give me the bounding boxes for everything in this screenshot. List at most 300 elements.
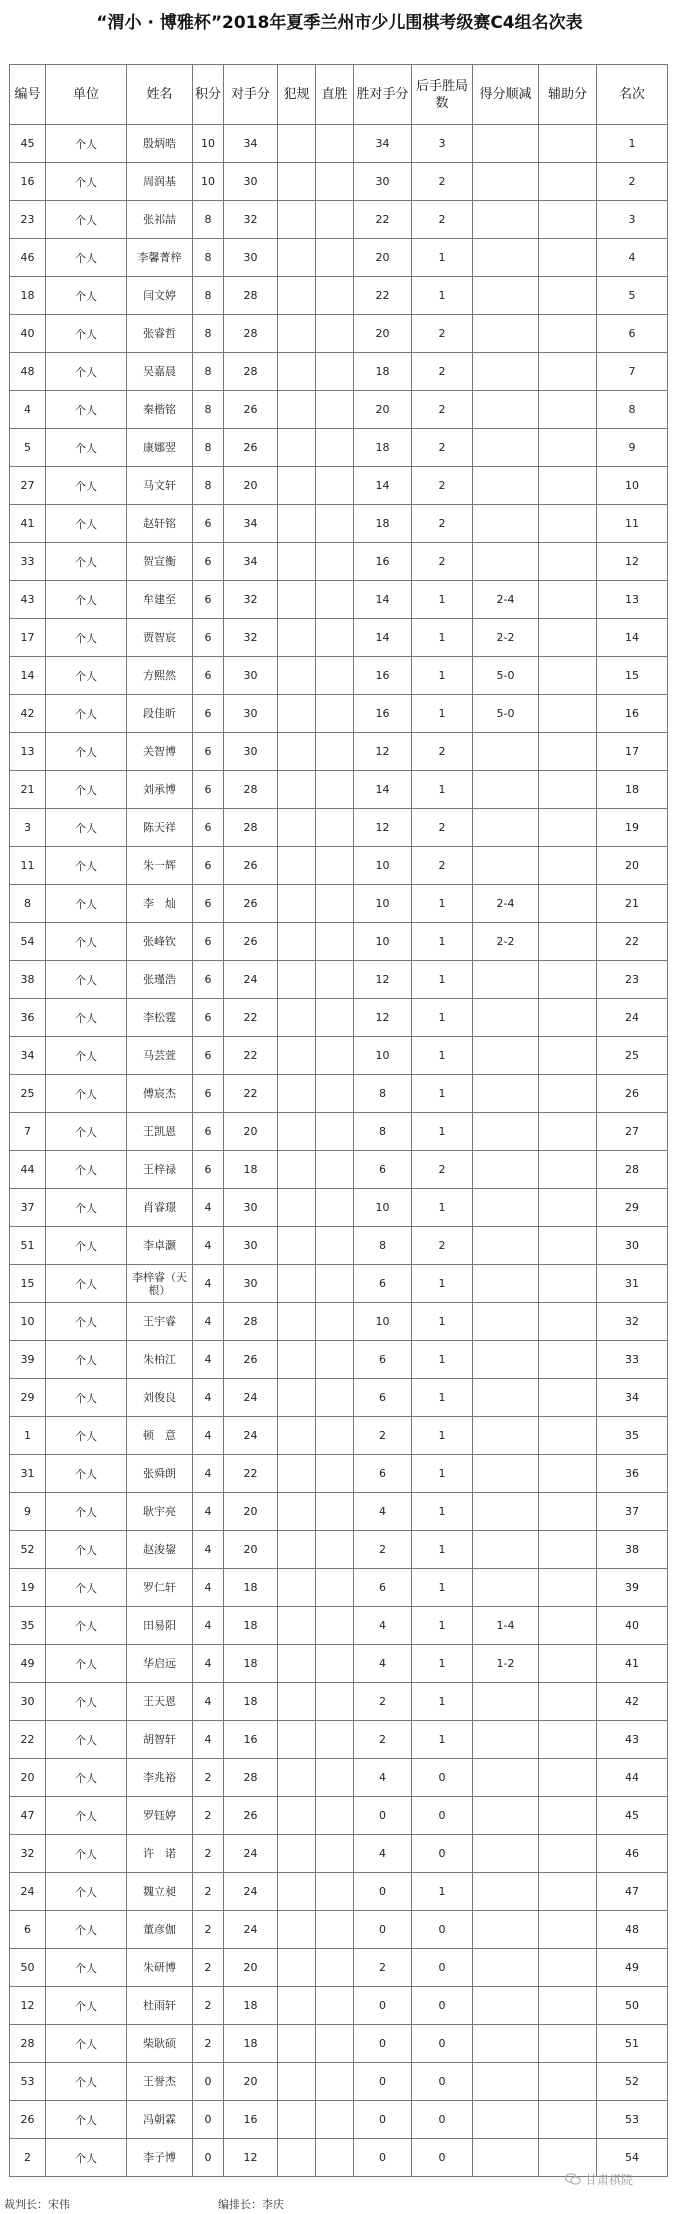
foul-cell <box>278 505 316 543</box>
opponent-score-cell: 30 <box>224 657 278 695</box>
entry-number-cell: 36 <box>10 999 46 1037</box>
table-row <box>10 657 668 695</box>
opponent-score-cell: 30 <box>224 733 278 771</box>
entry-number-cell: 48 <box>10 353 46 391</box>
points-cell: 6 <box>193 733 224 771</box>
player-name-cell: 李梓睿（天根） <box>127 1265 193 1303</box>
defeated-opponent-score-cell: 6 <box>354 1379 412 1417</box>
points-cell: 6 <box>193 619 224 657</box>
second-hand-wins-cell: 2 <box>412 353 473 391</box>
foul-cell <box>278 2139 316 2177</box>
table-row <box>10 1759 668 1797</box>
direct-win-cell <box>316 391 354 429</box>
foul-cell <box>278 1379 316 1417</box>
score-reduction-cell <box>473 1265 539 1303</box>
opponent-score-cell: 26 <box>224 429 278 467</box>
score-reduction-cell <box>473 771 539 809</box>
entry-number-cell: 46 <box>10 239 46 277</box>
foul-cell <box>278 1987 316 2025</box>
unit-cell: 个人 <box>46 353 127 391</box>
points-cell: 2 <box>193 1987 224 2025</box>
unit-cell: 个人 <box>46 923 127 961</box>
player-name-cell: 王凯恩 <box>127 1113 193 1151</box>
direct-win-cell <box>316 809 354 847</box>
defeated-opponent-score-cell: 0 <box>354 2139 412 2177</box>
opponent-score-cell: 12 <box>224 2139 278 2177</box>
rank-cell: 1 <box>597 125 668 163</box>
unit-cell: 个人 <box>46 1607 127 1645</box>
points-cell: 8 <box>193 315 224 353</box>
direct-win-cell <box>316 1493 354 1531</box>
player-name-cell: 柴耿硕 <box>127 2025 193 2063</box>
player-name-cell: 刘俊良 <box>127 1379 193 1417</box>
entry-number-cell: 26 <box>10 2101 46 2139</box>
unit-cell: 个人 <box>46 733 127 771</box>
table-row <box>10 1227 668 1265</box>
table-row <box>10 1037 668 1075</box>
defeated-opponent-score-cell: 8 <box>354 1075 412 1113</box>
score-reduction-cell <box>473 1417 539 1455</box>
opponent-score-cell: 30 <box>224 1227 278 1265</box>
defeated-opponent-score-cell: 6 <box>354 1341 412 1379</box>
second-hand-wins-cell: 1 <box>412 1113 473 1151</box>
score-reduction-cell <box>473 1455 539 1493</box>
direct-win-cell <box>316 125 354 163</box>
table-row <box>10 201 668 239</box>
entry-number-cell: 51 <box>10 1227 46 1265</box>
defeated-opponent-score-cell: 4 <box>354 1645 412 1683</box>
foul-cell <box>278 467 316 505</box>
entry-number-cell: 22 <box>10 1721 46 1759</box>
unit-cell: 个人 <box>46 809 127 847</box>
foul-cell <box>278 201 316 239</box>
opponent-score-cell: 20 <box>224 1949 278 1987</box>
table-row <box>10 1911 668 1949</box>
auxiliary-score-cell <box>539 657 597 695</box>
table-row <box>10 999 668 1037</box>
second-hand-wins-cell: 0 <box>412 2101 473 2139</box>
direct-win-cell <box>316 505 354 543</box>
rank-cell: 3 <box>597 201 668 239</box>
rank-cell: 18 <box>597 771 668 809</box>
player-name-cell: 王天恩 <box>127 1683 193 1721</box>
opponent-score-cell: 30 <box>224 239 278 277</box>
foul-cell <box>278 2063 316 2101</box>
player-name-cell: 关智博 <box>127 733 193 771</box>
unit-cell: 个人 <box>46 1569 127 1607</box>
player-name-cell: 陈天祥 <box>127 809 193 847</box>
defeated-opponent-score-cell: 2 <box>354 1721 412 1759</box>
player-name-cell: 吴嘉晨 <box>127 353 193 391</box>
opponent-score-cell: 24 <box>224 1911 278 1949</box>
auxiliary-score-cell <box>539 771 597 809</box>
defeated-opponent-score-cell: 0 <box>354 1873 412 1911</box>
second-hand-wins-cell: 3 <box>412 125 473 163</box>
defeated-opponent-score-cell: 2 <box>354 1417 412 1455</box>
auxiliary-score-cell <box>539 467 597 505</box>
score-reduction-cell <box>473 1759 539 1797</box>
auxiliary-score-cell <box>539 1721 597 1759</box>
defeated-opponent-score-cell: 6 <box>354 1455 412 1493</box>
entry-number-cell: 4 <box>10 391 46 429</box>
score-reduction-cell: 2-2 <box>473 923 539 961</box>
score-reduction-cell <box>473 1303 539 1341</box>
table-row <box>10 733 668 771</box>
auxiliary-score-cell <box>539 581 597 619</box>
defeated-opponent-score-cell: 12 <box>354 733 412 771</box>
entry-number-cell: 6 <box>10 1911 46 1949</box>
opponent-score-cell: 18 <box>224 1607 278 1645</box>
table-row <box>10 619 668 657</box>
unit-cell: 个人 <box>46 999 127 1037</box>
foul-cell <box>278 1645 316 1683</box>
defeated-opponent-score-cell: 10 <box>354 1189 412 1227</box>
defeated-opponent-score-cell: 10 <box>354 885 412 923</box>
table-row <box>10 1607 668 1645</box>
foul-cell <box>278 1683 316 1721</box>
opponent-score-cell: 34 <box>224 505 278 543</box>
second-hand-wins-cell: 0 <box>412 2139 473 2177</box>
column-header: 单位 <box>46 65 127 125</box>
table-row <box>10 771 668 809</box>
opponent-score-cell: 24 <box>224 1379 278 1417</box>
opponent-score-cell: 16 <box>224 2101 278 2139</box>
foul-cell <box>278 1265 316 1303</box>
score-reduction-cell <box>473 315 539 353</box>
footer <box>0 2186 679 2214</box>
table-row <box>10 1721 668 1759</box>
score-reduction-cell <box>473 2063 539 2101</box>
direct-win-cell <box>316 961 354 999</box>
points-cell: 6 <box>193 885 224 923</box>
points-cell: 6 <box>193 505 224 543</box>
unit-cell: 个人 <box>46 1265 127 1303</box>
auxiliary-score-cell <box>539 885 597 923</box>
player-name-cell: 朱一辉 <box>127 847 193 885</box>
table-row <box>10 1455 668 1493</box>
score-reduction-cell: 1-2 <box>473 1645 539 1683</box>
points-cell: 0 <box>193 2101 224 2139</box>
second-hand-wins-cell: 1 <box>412 1683 473 1721</box>
entry-number-cell: 16 <box>10 163 46 201</box>
auxiliary-score-cell <box>539 1531 597 1569</box>
player-name-cell: 牟建至 <box>127 581 193 619</box>
rank-cell: 43 <box>597 1721 668 1759</box>
direct-win-cell <box>316 1835 354 1873</box>
auxiliary-score-cell <box>539 391 597 429</box>
foul-cell <box>278 961 316 999</box>
opponent-score-cell: 28 <box>224 277 278 315</box>
second-hand-wins-cell: 2 <box>412 809 473 847</box>
auxiliary-score-cell <box>539 1569 597 1607</box>
defeated-opponent-score-cell: 2 <box>354 1683 412 1721</box>
direct-win-cell <box>316 1379 354 1417</box>
table-row <box>10 239 668 277</box>
entry-number-cell: 11 <box>10 847 46 885</box>
foul-cell <box>278 999 316 1037</box>
column-header: 对手分 <box>224 65 278 125</box>
score-reduction-cell <box>473 1227 539 1265</box>
foul-cell <box>278 1189 316 1227</box>
second-hand-wins-cell: 1 <box>412 1455 473 1493</box>
table-row <box>10 1835 668 1873</box>
unit-cell: 个人 <box>46 771 127 809</box>
opponent-score-cell: 32 <box>224 581 278 619</box>
score-reduction-cell <box>473 1987 539 2025</box>
defeated-opponent-score-cell: 10 <box>354 923 412 961</box>
direct-win-cell <box>316 1189 354 1227</box>
second-hand-wins-cell: 1 <box>412 771 473 809</box>
table-row <box>10 125 668 163</box>
unit-cell: 个人 <box>46 885 127 923</box>
points-cell: 4 <box>193 1493 224 1531</box>
rank-cell: 48 <box>597 1911 668 1949</box>
player-name-cell: 李卓灏 <box>127 1227 193 1265</box>
score-reduction-cell <box>473 1379 539 1417</box>
second-hand-wins-cell: 0 <box>412 2063 473 2101</box>
opponent-score-cell: 20 <box>224 1493 278 1531</box>
opponent-score-cell: 24 <box>224 961 278 999</box>
entry-number-cell: 47 <box>10 1797 46 1835</box>
defeated-opponent-score-cell: 20 <box>354 315 412 353</box>
auxiliary-score-cell <box>539 847 597 885</box>
player-name-cell: 杜雨轩 <box>127 1987 193 2025</box>
rank-cell: 2 <box>597 163 668 201</box>
second-hand-wins-cell: 2 <box>412 1151 473 1189</box>
second-hand-wins-cell: 1 <box>412 1303 473 1341</box>
player-name-cell: 李 灿 <box>127 885 193 923</box>
rank-cell: 42 <box>597 1683 668 1721</box>
points-cell: 2 <box>193 2025 224 2063</box>
direct-win-cell <box>316 1113 354 1151</box>
points-cell: 4 <box>193 1341 224 1379</box>
score-reduction-cell: 2-2 <box>473 619 539 657</box>
player-name-cell: 朱柏江 <box>127 1341 193 1379</box>
unit-cell: 个人 <box>46 163 127 201</box>
entry-number-cell: 52 <box>10 1531 46 1569</box>
score-reduction-cell: 5-0 <box>473 695 539 733</box>
defeated-opponent-score-cell: 8 <box>354 1227 412 1265</box>
defeated-opponent-score-cell: 14 <box>354 771 412 809</box>
table-row <box>10 2025 668 2063</box>
rank-cell: 37 <box>597 1493 668 1531</box>
foul-cell <box>278 923 316 961</box>
auxiliary-score-cell <box>539 1645 597 1683</box>
auxiliary-score-cell <box>539 1493 597 1531</box>
points-cell: 10 <box>193 163 224 201</box>
score-reduction-cell <box>473 277 539 315</box>
points-cell: 2 <box>193 1759 224 1797</box>
direct-win-cell <box>316 2063 354 2101</box>
table-row <box>10 163 668 201</box>
second-hand-wins-cell: 2 <box>412 505 473 543</box>
second-hand-wins-cell: 2 <box>412 201 473 239</box>
entry-number-cell: 39 <box>10 1341 46 1379</box>
foul-cell <box>278 277 316 315</box>
entry-number-cell: 27 <box>10 467 46 505</box>
unit-cell: 个人 <box>46 1189 127 1227</box>
direct-win-cell <box>316 315 354 353</box>
rank-cell: 14 <box>597 619 668 657</box>
opponent-score-cell: 24 <box>224 1417 278 1455</box>
points-cell: 6 <box>193 543 224 581</box>
entry-number-cell: 5 <box>10 429 46 467</box>
rank-cell: 45 <box>597 1797 668 1835</box>
direct-win-cell <box>316 885 354 923</box>
points-cell: 0 <box>193 2063 224 2101</box>
score-reduction-cell <box>473 1075 539 1113</box>
table-row <box>10 1341 668 1379</box>
player-name-cell: 赵浚鋆 <box>127 1531 193 1569</box>
auxiliary-score-cell <box>539 999 597 1037</box>
auxiliary-score-cell <box>539 1797 597 1835</box>
rank-cell: 26 <box>597 1075 668 1113</box>
rank-cell: 13 <box>597 581 668 619</box>
second-hand-wins-cell: 2 <box>412 315 473 353</box>
auxiliary-score-cell <box>539 1911 597 1949</box>
table-row <box>10 1417 668 1455</box>
unit-cell: 个人 <box>46 467 127 505</box>
unit-cell: 个人 <box>46 1113 127 1151</box>
foul-cell <box>278 1797 316 1835</box>
unit-cell: 个人 <box>46 1493 127 1531</box>
defeated-opponent-score-cell: 6 <box>354 1151 412 1189</box>
defeated-opponent-score-cell: 12 <box>354 809 412 847</box>
foul-cell <box>278 1949 316 1987</box>
player-name-cell: 罗钰婷 <box>127 1797 193 1835</box>
rank-cell: 35 <box>597 1417 668 1455</box>
foul-cell <box>278 1531 316 1569</box>
score-reduction-cell <box>473 809 539 847</box>
score-reduction-cell <box>473 1949 539 1987</box>
direct-win-cell <box>316 277 354 315</box>
second-hand-wins-cell: 2 <box>412 391 473 429</box>
foul-cell <box>278 1227 316 1265</box>
direct-win-cell <box>316 1607 354 1645</box>
rank-cell: 16 <box>597 695 668 733</box>
auxiliary-score-cell <box>539 1037 597 1075</box>
unit-cell: 个人 <box>46 239 127 277</box>
direct-win-cell <box>316 1683 354 1721</box>
foul-cell <box>278 1607 316 1645</box>
rank-cell: 19 <box>597 809 668 847</box>
unit-cell: 个人 <box>46 1455 127 1493</box>
second-hand-wins-cell: 1 <box>412 923 473 961</box>
direct-win-cell <box>316 733 354 771</box>
auxiliary-score-cell <box>539 239 597 277</box>
points-cell: 8 <box>193 429 224 467</box>
points-cell: 4 <box>193 1379 224 1417</box>
direct-win-cell <box>316 1265 354 1303</box>
foul-cell <box>278 2101 316 2139</box>
score-reduction-cell <box>473 467 539 505</box>
foul-cell <box>278 1493 316 1531</box>
column-header: 直胜 <box>316 65 354 125</box>
entry-number-cell: 35 <box>10 1607 46 1645</box>
direct-win-cell <box>316 771 354 809</box>
player-name-cell: 朱研博 <box>127 1949 193 1987</box>
entry-number-cell: 29 <box>10 1379 46 1417</box>
auxiliary-score-cell <box>539 1683 597 1721</box>
points-cell: 4 <box>193 1455 224 1493</box>
opponent-score-cell: 20 <box>224 1113 278 1151</box>
score-reduction-cell <box>473 391 539 429</box>
opponent-score-cell: 16 <box>224 1721 278 1759</box>
entry-number-cell: 25 <box>10 1075 46 1113</box>
points-cell: 6 <box>193 923 224 961</box>
opponent-score-cell: 30 <box>224 1189 278 1227</box>
rank-cell: 30 <box>597 1227 668 1265</box>
score-reduction-cell: 2-4 <box>473 885 539 923</box>
opponent-score-cell: 18 <box>224 1645 278 1683</box>
foul-cell <box>278 1417 316 1455</box>
direct-win-cell <box>316 1037 354 1075</box>
rank-cell: 31 <box>597 1265 668 1303</box>
defeated-opponent-score-cell: 0 <box>354 1797 412 1835</box>
opponent-score-cell: 26 <box>224 1797 278 1835</box>
player-name-cell: 傅宸杰 <box>127 1075 193 1113</box>
player-name-cell: 耿宇亮 <box>127 1493 193 1531</box>
auxiliary-score-cell <box>539 619 597 657</box>
direct-win-cell <box>316 999 354 1037</box>
points-cell: 8 <box>193 201 224 239</box>
defeated-opponent-score-cell: 0 <box>354 1987 412 2025</box>
table-header-row <box>10 65 668 125</box>
rank-cell: 33 <box>597 1341 668 1379</box>
rank-cell: 41 <box>597 1645 668 1683</box>
points-cell: 4 <box>193 1683 224 1721</box>
entry-number-cell: 15 <box>10 1265 46 1303</box>
defeated-opponent-score-cell: 4 <box>354 1607 412 1645</box>
rank-cell: 38 <box>597 1531 668 1569</box>
second-hand-wins-cell: 1 <box>412 1493 473 1531</box>
table-row <box>10 923 668 961</box>
rank-cell: 52 <box>597 2063 668 2101</box>
rank-cell: 34 <box>597 1379 668 1417</box>
direct-win-cell <box>316 1075 354 1113</box>
player-name-cell: 张峰钦 <box>127 923 193 961</box>
points-cell: 6 <box>193 657 224 695</box>
score-reduction-cell <box>473 1493 539 1531</box>
second-hand-wins-cell: 0 <box>412 1835 473 1873</box>
points-cell: 4 <box>193 1531 224 1569</box>
entry-number-cell: 12 <box>10 1987 46 2025</box>
table-row <box>10 505 668 543</box>
foul-cell <box>278 391 316 429</box>
player-name-cell: 方熙然 <box>127 657 193 695</box>
points-cell: 6 <box>193 1075 224 1113</box>
table-row <box>10 961 668 999</box>
points-cell: 6 <box>193 809 224 847</box>
rank-cell: 24 <box>597 999 668 1037</box>
table-row <box>10 1493 668 1531</box>
defeated-opponent-score-cell: 4 <box>354 1493 412 1531</box>
defeated-opponent-score-cell: 18 <box>354 353 412 391</box>
points-cell: 4 <box>193 1569 224 1607</box>
opponent-score-cell: 34 <box>224 543 278 581</box>
entry-number-cell: 37 <box>10 1189 46 1227</box>
unit-cell: 个人 <box>46 2063 127 2101</box>
direct-win-cell <box>316 1911 354 1949</box>
foul-cell <box>278 1835 316 1873</box>
direct-win-cell <box>316 1987 354 2025</box>
foul-cell <box>278 163 316 201</box>
defeated-opponent-score-cell: 20 <box>354 391 412 429</box>
auxiliary-score-cell <box>539 1075 597 1113</box>
defeated-opponent-score-cell: 12 <box>354 961 412 999</box>
entry-number-cell: 30 <box>10 1683 46 1721</box>
unit-cell: 个人 <box>46 505 127 543</box>
